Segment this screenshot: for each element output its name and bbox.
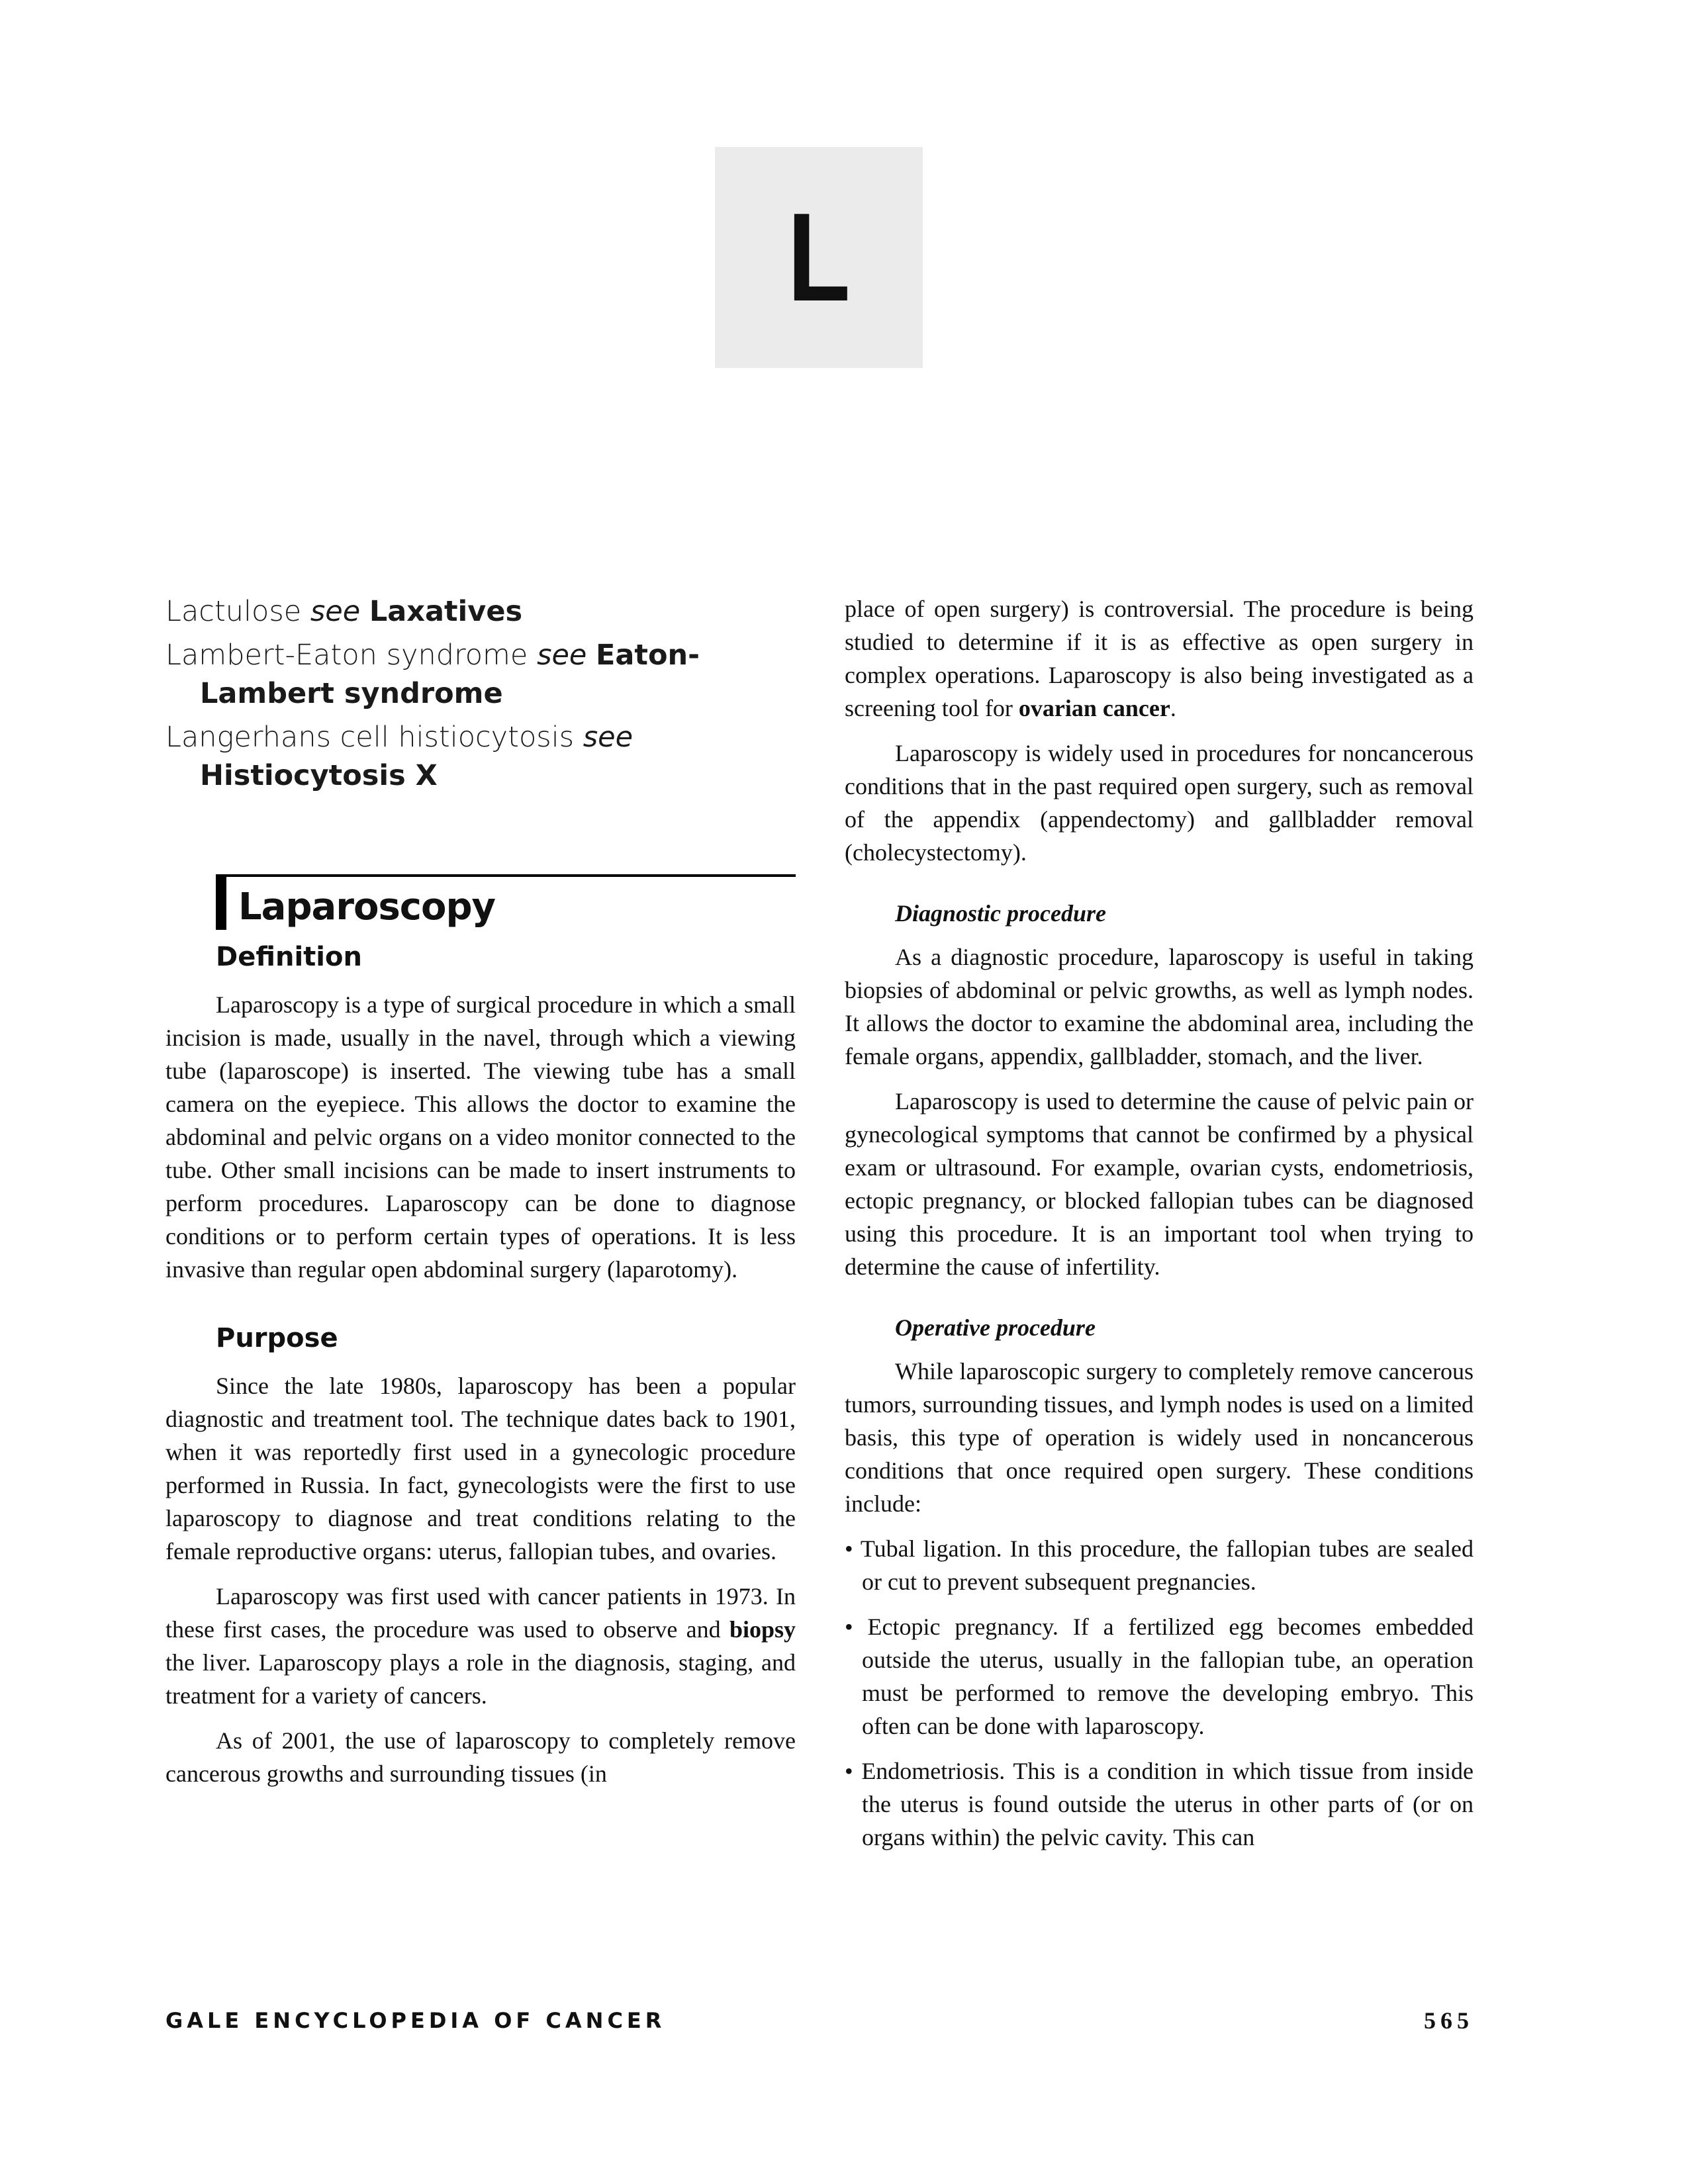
purpose-paragraph-2	[165, 1580, 796, 1712]
noncancerous-paragraph: Laparoscopy is widely used in procedures for noncancerous conditions that in the past required open surgery, such as removal of the appendix (appendectomy) and gallbladder removal (cholecystectomy).	[845, 740, 1474, 866]
right-column	[845, 592, 1474, 1866]
section-letter: L	[787, 187, 851, 328]
section-letter-box	[715, 147, 923, 368]
see-entry-lambert-eaton	[165, 636, 796, 713]
left-column	[165, 592, 796, 1802]
see-word: see	[583, 721, 633, 754]
conditions-list	[845, 1532, 1474, 1854]
see-word: see	[310, 595, 369, 628]
see-entry-term: Lactulose	[165, 595, 310, 628]
see-entry-term: Langerhans cell histiocytosis	[165, 721, 583, 754]
article-title: Laparoscopy	[238, 886, 496, 929]
diagnostic-paragraph-2: Laparoscopy is used to determine the cause of pelvic pain or gynecological symptoms that cannot be confirmed by a physical exam or ultrasound. For example, ovarian cysts, endometriosis, ectopic pregnancy, or blocked fallopian tubes can be diagnosed using this procedure. It is an important tool when trying to determine the cause of infertility.	[845, 1088, 1474, 1280]
list-item: • Endometriosis. This is a condition in which tissue from inside the uterus is found outside the uterus in other parts of (or on organs within) the pelvic cavity. This can	[845, 1758, 1474, 1850]
diagnostic-heading: Diagnostic procedure	[895, 900, 1106, 927]
operative-paragraph: While laparoscopic surgery to completely remove cancerous tumors, surrounding tissues, and lymph nodes is used on a limited basis, this type of operation is widely used in noncancerous conditions that once required open surgery. These conditions include:	[845, 1358, 1474, 1517]
see-entry-lactulose	[165, 592, 796, 631]
purpose-paragraph-2-text-b: the liver. Laparoscopy plays a role in the diagnosis, staging, and treatment for a variety of cancers.	[165, 1649, 796, 1709]
purpose-paragraph-2-text-a: Laparoscopy was first used with cancer patients in 1973. In these first cases, the procedure was used to observe and	[165, 1583, 796, 1643]
see-entry-term: Lambert-Eaton syndrome	[165, 639, 538, 672]
ovarian-cancer-crossref[interactable]: ovarian cancer	[1018, 695, 1170, 721]
purpose-paragraph-3: As of 2001, the use of laparoscopy to completely remove cancerous growths and surrounding tissues (in	[165, 1727, 796, 1787]
footer-publication-title: GALE ENCYCLOPEDIA OF CANCER	[165, 2008, 666, 2033]
operative-heading: Operative procedure	[895, 1314, 1096, 1341]
see-entry-reference[interactable]: Laxatives	[369, 595, 523, 628]
list-item: • Ectopic pregnancy. If a fertilized egg becomes embedded outside the uterus, usually in the fallopian tube, an operation must be performed to remove the developing embryo. This often can be done with laparoscopy.	[845, 1614, 1474, 1739]
continued-paragraph-text-b: .	[1170, 695, 1176, 721]
diagnostic-paragraph-1: As a diagnostic procedure, laparoscopy is useful in taking biopsies of abdominal or pelvic growths, as well as lymph nodes. It allows the doctor to examine the abdominal area, including the female organs, appendix, gallbladder, stomach, and the liver.	[845, 944, 1474, 1069]
list-item: • Tubal ligation. In this procedure, the fallopian tubes are sealed or cut to prevent subsequent pregnancies.	[845, 1535, 1474, 1595]
see-entry-langerhans	[165, 718, 796, 795]
article-header-rule	[216, 874, 796, 877]
purpose-heading: Purpose	[216, 1323, 338, 1353]
purpose-paragraph-1: Since the late 1980s, laparoscopy has been a popular diagnostic and treatment tool. The technique dates back to 1901, when it was reportedly first used in a gynecologic procedure performed in Russia. In fact, gynecologists were the first to use laparoscopy to diagnose and treat conditions relating to the female reproductive organs: uterus, fallopian tubes, and ovaries.	[165, 1373, 796, 1565]
article-header-bar	[216, 874, 226, 930]
biopsy-crossref[interactable]: biopsy	[729, 1616, 796, 1643]
continued-paragraph-text-a: place of open surgery) is controversial. The procedure is being studied to determine if it is as effective as open surgery in complex operations. Laparoscopy is also being investigated as a screening tool for	[845, 596, 1474, 721]
page-number: 565	[1424, 2007, 1474, 2034]
definition-paragraph: Laparoscopy is a type of surgical procedure in which a small incision is made, usually in the navel, through which a viewing tube (laparoscope) is inserted. The viewing tube has a small camera on the eyepiece. This allows the doctor to examine the abdominal and pelvic organs on a video monitor connected to the tube. Other small incisions can be made to insert instruments to perform procedures. Laparoscopy can be done to diagnose conditions or to perform certain types of operations. It is less invasive than regular open abdominal surgery (laparotomy).	[165, 991, 796, 1283]
definition-heading: Definition	[216, 942, 362, 972]
see-word: see	[537, 639, 596, 672]
continued-paragraph	[845, 592, 1474, 725]
article-header	[216, 874, 796, 940]
see-entry-reference[interactable]: Eaton-Lambert syndrome	[200, 639, 700, 710]
see-entry-reference[interactable]: Histiocytosis X	[200, 759, 438, 792]
